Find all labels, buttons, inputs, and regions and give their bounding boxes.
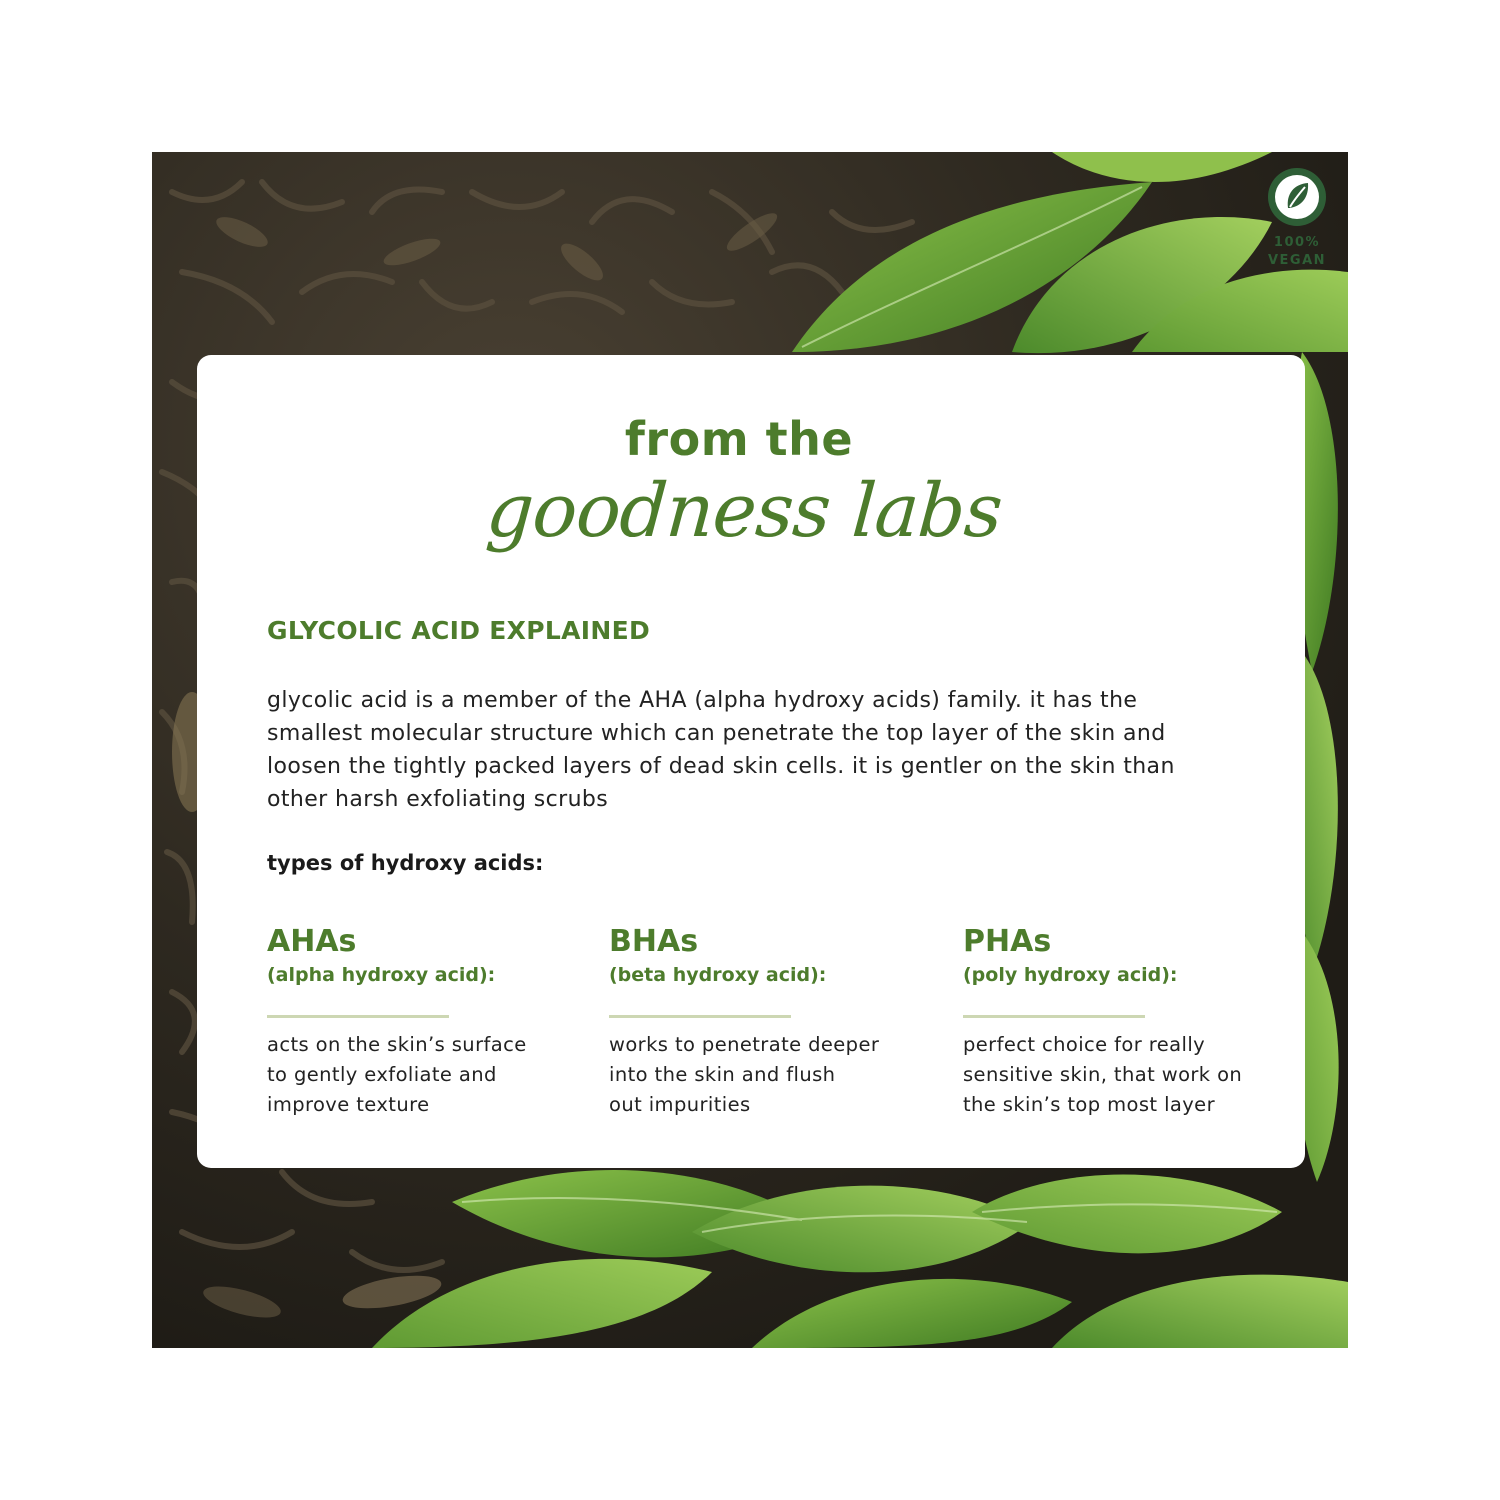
leaf-icon	[1266, 166, 1328, 228]
acid-subtitle: (poly hydroxy acid):	[963, 964, 1178, 986]
divider	[609, 1015, 791, 1018]
types-label: types of hydroxy acids:	[267, 851, 544, 875]
description-line: improve texture	[267, 1093, 430, 1116]
acid-title: BHAs	[609, 924, 699, 959]
acid-description	[609, 1030, 919, 1120]
acid-title: AHAs	[267, 924, 357, 959]
acid-column-bha	[609, 924, 919, 1120]
vegan-badge-line1: 100%	[1273, 235, 1321, 250]
vegan-badge	[1257, 166, 1337, 278]
divider	[267, 1015, 449, 1018]
heading-script-line2: goodness labs	[483, 468, 1005, 554]
description-line: perfect choice for really	[963, 1033, 1206, 1056]
divider	[963, 1015, 1145, 1018]
description-line: into the skin and flush	[609, 1063, 836, 1086]
acid-column-aha	[267, 924, 577, 1120]
vegan-badge-text	[1257, 234, 1337, 270]
description-line: to gently exfoliate and	[267, 1063, 497, 1086]
acid-title: PHAs	[963, 924, 1052, 959]
acid-description	[963, 1030, 1273, 1120]
acid-column-pha	[963, 924, 1273, 1120]
description-line: the skin’s top most layer	[963, 1093, 1215, 1116]
vegan-badge-line2: VEGAN	[1267, 253, 1327, 268]
acid-description	[267, 1030, 577, 1120]
description-line: works to penetrate deeper	[609, 1033, 880, 1056]
acid-subtitle: (alpha hydroxy acid):	[267, 964, 496, 986]
description-line: out impurities	[609, 1093, 751, 1116]
intro-paragraph: glycolic acid is a member of the AHA (alpha hydroxy acids) family. it has the smallest molecular structure which can penetrate the top layer of the skin and loosen the tightly packed layers of dead skin cells. it is gentler on the skin than other harsh exfoliating scrubs	[267, 688, 1175, 812]
heading-line1: from the	[624, 412, 854, 466]
description-line: sensitive skin, that work on	[963, 1063, 1243, 1086]
section-title: GLYCOLIC ACID EXPLAINED	[267, 616, 651, 645]
description-line: acts on the skin’s surface	[267, 1033, 527, 1056]
acid-subtitle: (beta hydroxy acid):	[609, 964, 827, 986]
